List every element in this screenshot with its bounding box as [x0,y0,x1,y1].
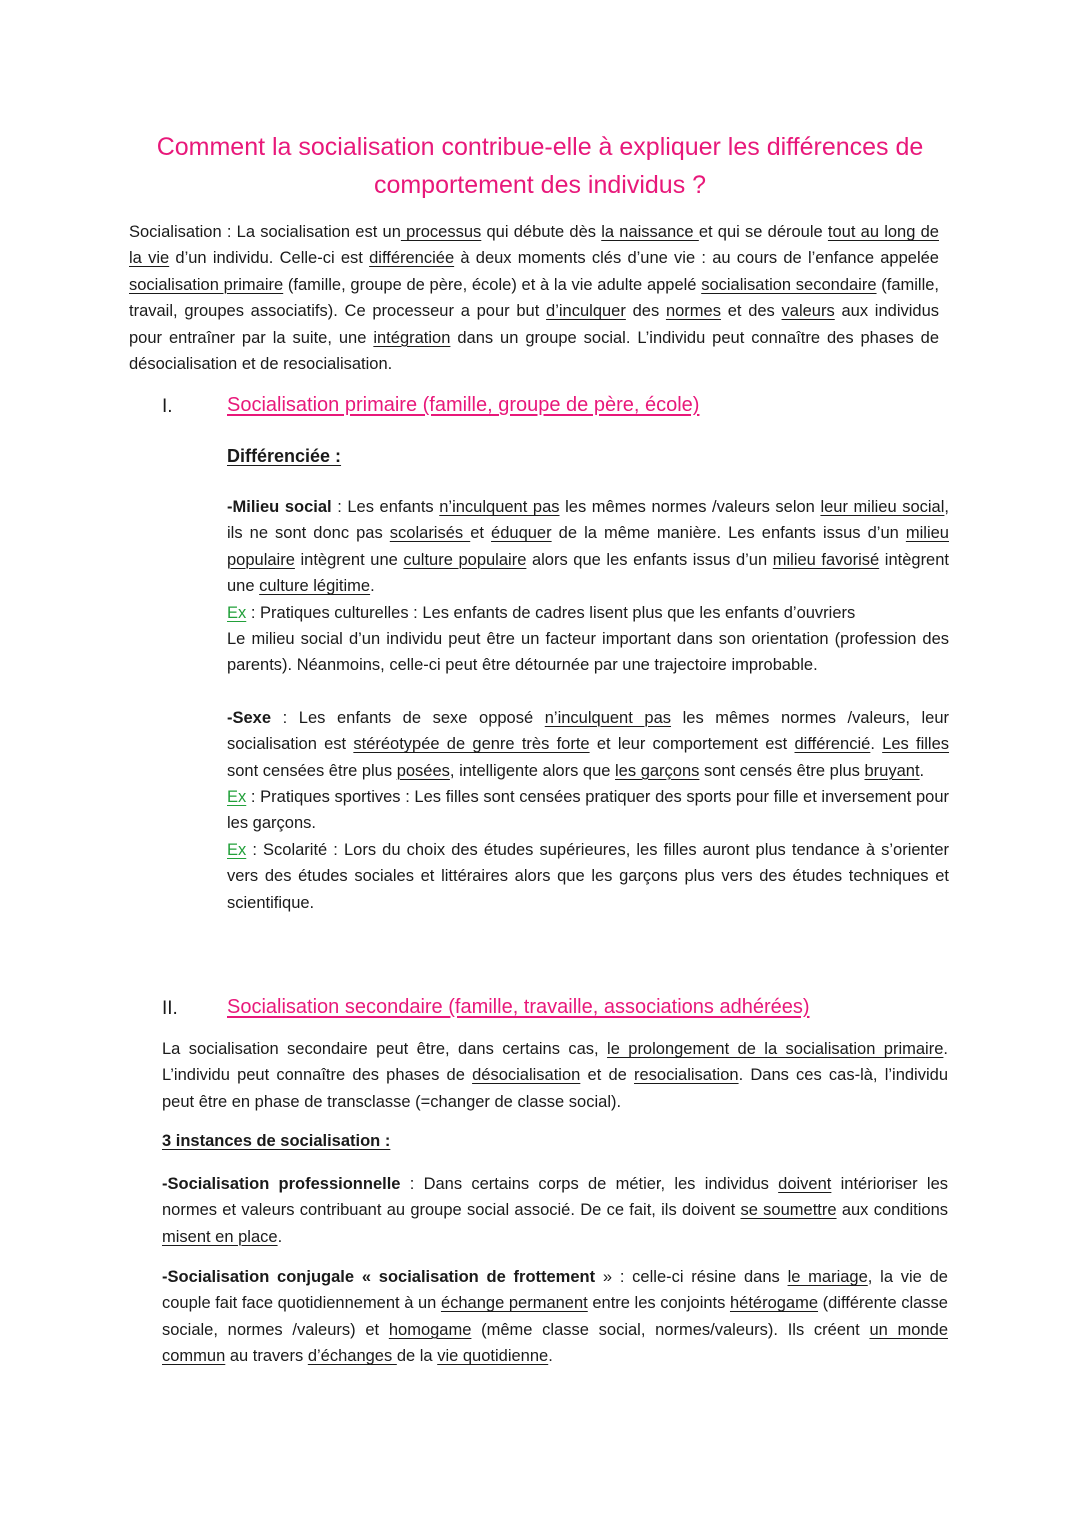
section-2-number: II. [162,998,178,1019]
page-title [110,128,970,204]
section-1-title: Socialisation primaire (famille, groupe de père, école) [227,394,700,416]
title-line-1: Comment la socialisation contribue-elle à expliquer les différences de [156,133,924,161]
title-line-2: comportement des individus ? [373,171,707,199]
sexe-example-2: Ex : Scolarité : Lors du choix des études supérieures, les filles auront plus tendance à s’orienter vers des études sociales et littéraires alors que les garçons plus vers des études techniques et scientifique. [227,840,949,912]
section-1-number: I. [162,396,173,417]
milieu-example: Ex : Pratiques culturelles : Les enfants de cadres lisent plus que les enfants d’ouvriers [227,603,856,622]
sexe-example-1: Ex : Pratiques sportives : Les filles sont censées pratiquer des sports pour fille et inversement pour les garçons. [227,788,949,833]
section-1-body [227,494,949,916]
section-2-intro: La socialisation secondaire peut être, dans certains cas, le prolongement de la socialisation primaire. L’individu peut connaître des phases de désocialisation et de resocialisation. Dans ces cas-là, l’individu peut être en phase de transclasse (=changer de classe social). [162,1040,948,1111]
milieu-note: Le milieu social d’un individu peut être un facteur important dans son orientation (profession des parents). Néanmoins, celle-ci peut être détournée par une trajectoire improbable. [227,630,949,675]
intro-paragraph: Socialisation : La socialisation est un processus qui débute dès la naissance et qui se déroule tout au long de la vie d’un individu. Celle-ci est différenciée à deux moments clés d’une vie : au cours de l’enfance appelée socialisation primaire (famille, groupe de père, école) et à la vie adulte appelé socialisation secondaire (famille, travail, groupes associatifs). Ce processeur a pour but d’inculquer des normes et des valeurs aux individus pour entraîner par la suite, une intégration dans un groupe social. L’individu peut connaître des phases de désocialisation et de resocialisation. [129,223,940,374]
sexe-paragraph: -Sexe : Les enfants de sexe opposé n’inculquent pas les mêmes normes /valeurs, leur socialisation est stéréotypée de genre très forte et leur comportement est différencié. Les filles sont censées être plus posées, intelligente alors que les garçons sont censés être plus bruyant. [227,708,950,780]
section-1-subheading: Différenciée : [227,446,342,466]
professional-socialisation: -Socialisation professionnelle : Dans certains corps de métier, les individus doivent intérioriser les normes et valeurs contribuant au groupe social associé. De ce fait, ils doivent se soumettre aux conditions misent en place. [162,1175,948,1246]
conjugal-socialisation: -Socialisation conjugale « socialisation de frottement » : celle-ci résine dans le mariage, la vie de couple fait face quotidiennement à un échange permanent entre les conjoints hétérogame (différente classe sociale, normes /valeurs) et homogame (même classe social, normes/valeurs). Ils créent un monde commun au travers d’échanges de la vie quotidienne. [162,1268,948,1366]
milieu-social-paragraph: -Milieu social : Les enfants n’inculquent pas les mêmes normes /valeurs selon leur milieu social, ils ne sont donc pas scolarisés et éduquer de la même manière. Les enfants issus d’un milieu populaire intègrent une culture populaire alors que les enfants issus d’un milieu favorisé intègrent une culture légitime. [227,498,949,596]
section-2-title: Socialisation secondaire (famille, travaille, associations adhérées) [227,996,810,1018]
instances-heading: 3 instances de socialisation : [162,1132,391,1150]
